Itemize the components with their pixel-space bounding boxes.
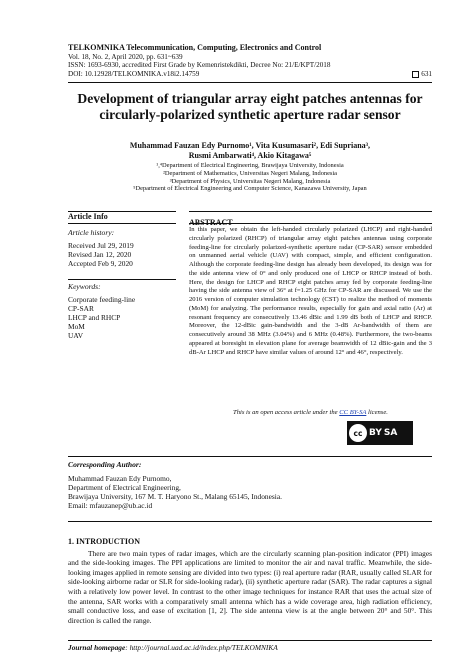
corresponding-details xyxy=(68,474,432,510)
received-date: Received Jul 29, 2019 xyxy=(68,241,134,250)
accepted-date: Accepted Feb 9, 2020 xyxy=(68,259,133,268)
header-divider xyxy=(68,82,432,83)
title-line: circularly-polarized synthetic aperture radar sensor xyxy=(99,107,401,122)
journal-footer xyxy=(68,643,432,652)
page-number: 631 xyxy=(421,69,432,78)
title-line: Development of triangular array eight patches antennas for xyxy=(77,91,423,106)
cc-by-sa-badge[interactable] xyxy=(347,421,413,445)
revised-date: Revised Jan 12, 2020 xyxy=(68,250,132,259)
license-prefix: This is an open access article under the xyxy=(233,409,338,416)
affiliation: ³Department of Physics, Universitas Negeri Malang, Indonesia xyxy=(169,177,331,185)
journal-header xyxy=(68,44,432,78)
footer-label: Journal homepage xyxy=(68,643,126,652)
author-name: Muhammad Fauzan Edy Purnomo, xyxy=(68,474,172,483)
history-label: Article history: xyxy=(68,228,115,237)
corresponding-title: Corresponding Author: xyxy=(68,460,142,469)
affiliations xyxy=(68,162,432,193)
sa-label: SA xyxy=(383,428,398,438)
license-suffix: license. xyxy=(367,409,388,416)
keywords-block xyxy=(68,282,176,340)
author-department: Department of Electrical Engineering, xyxy=(68,483,181,492)
cc-icon: cc xyxy=(349,424,367,442)
article-info-heading xyxy=(68,212,176,221)
keyword: Corporate feeding-line xyxy=(68,295,136,304)
keyword: UAV xyxy=(68,331,84,340)
abstract-title: ABSTRACT xyxy=(189,218,233,227)
abstract-text: In this paper, we obtain the left-handed circularly polarized (LHCP) and right-handed circularly polarized (RHCP) of triangular array eight patches antennas using corporate feeding-line for circularly polarized-synthetic aperture radar (CP-SAR) sensor embedded on unmanned aerial vehicle (UAV) with compact, simple, and efficient configuration. Although the corporate feeding-line design has already been developed, its design was for the side antenna view of 0° and only produced one of LHCP or RHCP instead of both. Here, the design for LHCP and RHCP eight patches array fed by corporate feeding-line having the side antenna view of 36° at f=1.25 GHz for CP-SAR are discussed. We use the 2016 version of computer simulation technology (CST) to realize the method of moments (MoM) for analyzing. The performance results, especially for gain and axial ratio (Ar) at resonant frequency are consecutively 13.46 dBic and 1.99 dB both of LHCP and RHCP. Moreover, the 12-dBic gain-bandwidth and the 3-dB Ar-bandwidth of them are consecutively around 38 MHz (3.04%) and 6 MHz (0.48%). Furthermore, the two-beams appeared at boresight in elevation plane for average beamwidth of 12 dBic-gain and the 3 dB-Ar LHCP and RHCP have similar values of around 12° and 46°, respectively. xyxy=(189,226,432,356)
license-link[interactable]: CC BY-SA xyxy=(339,409,367,416)
introduction-text: There are two main types of radar images, which are the circularly scanning plan-position indicator (PPI) images and the side-looking images. The PPI applications are limited to monitor the air and naval traffic. Meanwhile, the side-looking images applied in remote sensing are divided into two types: (i) real aperture radar (RAR, usually called SLAR for side-looking airborne radar or SLR for side-looking radar), (ii) synthetic aperture radar (SAR). The radar captures a signal with a relatively low power level. In contrast to the other image techniques for instance RAR that uses the actual size of the antenna, SAR works with a comparatively small antenna which has a wide coverage area, high radiation efficiency, small conductive loss, and ease of excitation [1, 2]. The side antenna view is at the angle between 20° and 50°. This direction is called the range. xyxy=(68,548,432,625)
author-email: Email: mfauzanep@ub.ac.id xyxy=(68,501,153,510)
affiliation: ⁵Department of Electrical Engineering and Computer Science, Kanazawa University, Japan xyxy=(133,185,367,193)
introduction-section xyxy=(68,537,432,625)
body-divider xyxy=(68,521,432,522)
corresponding-heading xyxy=(68,460,432,469)
introduction-heading: 1. INTRODUCTION xyxy=(68,537,141,546)
article-info-title: Article Info xyxy=(68,212,108,221)
corresponding-rule xyxy=(68,456,432,457)
doi: DOI: 10.12928/TELKOMNIKA.v18i2.14759 xyxy=(68,69,200,78)
keyword: LHCP and RHCP xyxy=(68,313,121,322)
keyword: MoM xyxy=(68,322,85,331)
keyword: CP-SAR xyxy=(68,304,94,313)
authors-line: Rusmi Ambarwati⁴, Akio Kitagawa⁵ xyxy=(188,150,312,160)
footer-rule xyxy=(68,640,432,641)
abstract-heading-rule xyxy=(189,223,432,224)
author-list xyxy=(68,141,432,160)
by-label: BY xyxy=(369,428,382,438)
info-heading-rule xyxy=(68,223,176,224)
authors-line: Muhammad Fauzan Edy Purnomo¹, Vita Kusumasari², Edi Supriana³, xyxy=(129,141,371,150)
paper-title xyxy=(68,91,432,123)
affiliation: ²Department of Mathematics, Universitas Negeri Malang, Indonesia xyxy=(162,169,338,177)
volume-info: Vol. 18, No. 2, April 2020, pp. 631~639 xyxy=(68,52,183,61)
homepage-link[interactable]: : http://journal.uad.ac.id/index.php/TELKOMNIKA xyxy=(125,643,278,652)
keywords-label: Keywords: xyxy=(68,282,101,291)
info-mid-rule xyxy=(68,279,176,280)
issn-info: ISSN: 1693-6930, accredited First Grade by Kemenristekdikti, Decree No: 21/E/KPT/2018 xyxy=(68,61,331,70)
journal-title: TELKOMNIKA Telecommunication, Computing, Electronics and Control xyxy=(68,43,322,52)
page-box-icon xyxy=(412,71,419,78)
affiliation: ¹,⁴Department of Electrical Engineering, Brawijaya University, Indonesia xyxy=(156,162,344,169)
article-history xyxy=(68,228,176,268)
license-line xyxy=(189,409,432,416)
author-address: Brawijaya University, 167 M. T. Haryono St., Malang 65145, Indonesia. xyxy=(68,492,282,501)
